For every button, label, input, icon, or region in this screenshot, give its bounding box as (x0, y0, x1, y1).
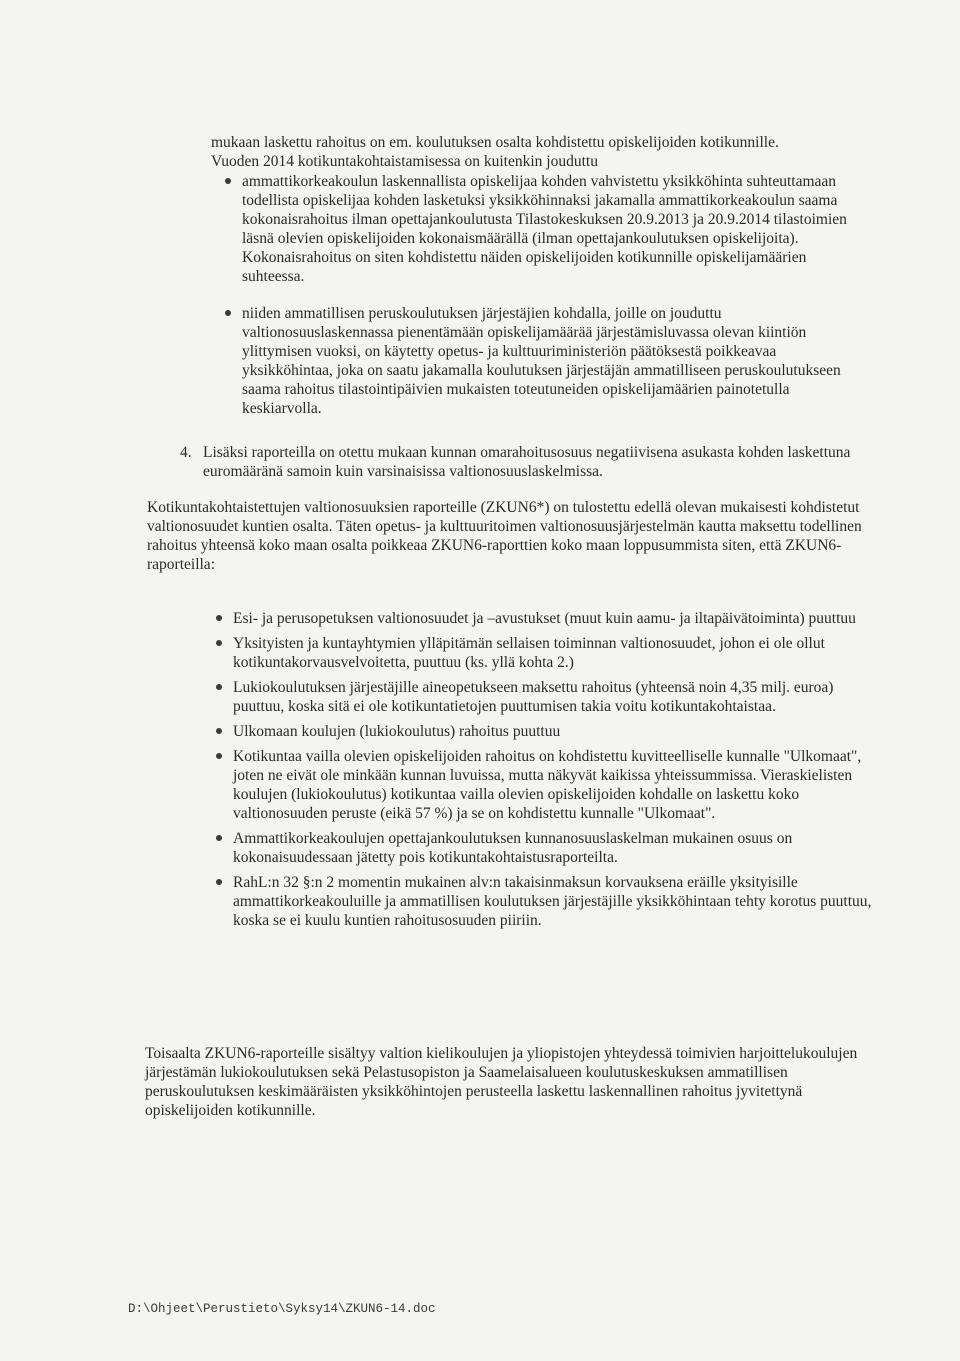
paragraph-zkun6-reports: Kotikuntakohtaistettujen valtionosuuksien raporteille (ZKUN6*) on tulostettu edellä olevan mukaisesti kohdistetut valtionosuudet kuntien osalta. Täten opetus- ja kulttuuritoimen valtionosuusjärjestelmän kautta maksettu todellinen rahoitus yhteensä koko maan osalta poikkeaa ZKUN6-raporttien koko maan loppusummista siten, että ZKUN6-raporteilla: (147, 499, 862, 573)
bullet-text: Ulkomaan koulujen (lukiokoulutus) rahoitus puuttuu (233, 723, 561, 740)
bullet-icon (216, 753, 222, 759)
bullet-text: Yksityisten ja kuntayhtymien ylläpitämän sellaisen toiminnan valtionosuudet, johon ei ole ollut kotikuntakorvausvelvoitetta, puuttuu (ks. yllä kohta 2.) (233, 635, 825, 671)
bullet-icon (216, 640, 222, 646)
list-item (233, 722, 881, 741)
zkun6-differences-list (233, 609, 881, 930)
bullet-text: RahL:n 32 §:n 2 momentin mukainen alv:n takaisinmaksun korvauksena eräille yksityisille ammattikorkeakouluille ja ammatillisen koulutuksen järjestäjille yksikköhintaan tehty korotus puuttuu, koska se ei kuulu kuntien rahoitusosuuden piiriin. (233, 874, 872, 929)
bullet-icon (216, 835, 222, 841)
paragraph-additional-funding: Toisaalta ZKUN6-raporteille sisältyy valtion kielikoulujen ja yliopistojen yhteydessä toimivien harjoittelukoulujen järjestämän lukiokoulutuksen sekä Pelastusopiston ja Saamelaisalueen koulutuskeskuksen ammatillisen peruskoulutuksen keskimääräisten yksikköhintojen perusteella laskettu laskennallinen rahoitus jyvitettynä opiskelijoiden kotikunnille. (145, 1045, 858, 1119)
bullet-text: Esi- ja perusopetuksen valtionosuudet ja –avustukset (muut kuin aamu- ja iltapäivätoiminta) puuttuu (233, 610, 856, 627)
item-number: 4. (180, 444, 192, 461)
bullet-icon (216, 879, 222, 885)
intro-section (211, 133, 871, 171)
list-item (233, 747, 881, 823)
intro-line-2: Vuoden 2014 kotikuntakohtaistamisessa on kuitenkin jouduttu (211, 153, 598, 170)
list-item (242, 304, 868, 418)
list-item (233, 634, 881, 672)
numbered-item-4 (180, 443, 875, 481)
bullet-text: Lukiokoulutuksen järjestäjille aineopetukseen maksettu rahoitus (yhteensä noin 4,35 milj. euroa) puuttuu, koska sitä ei ole kotikuntatietojen puuttumisen takia voitu kotikuntakohtaistaa. (233, 679, 834, 715)
bullet-icon (216, 615, 222, 621)
intro-line-1: mukaan laskettu rahoitus on em. koulutuksen osalta kohdistettu opiskelijoiden kotikunnille. (211, 134, 779, 151)
bullet-icon (216, 684, 222, 690)
bullet-icon (225, 178, 231, 184)
bullet-text: niiden ammatillisen peruskoulutuksen järjestäjien kohdalla, joille on jouduttu valtionosuuslaskennassa pienentämään opiskelijamäärää järjestämisluvassa olevan kiintiön ylittymisen vuoksi, on käytetty opetus- ja kulttuuriministeriön päätöksestä poikkeavaa yksikköhintaa, joka on saatu jakamalla koulutuksen järjestäjän ammatilliseen peruskoulutukseen saama rahoitus tilastointipäivien mukaisten toteutuneiden opiskelijamäärien painotetulla keskiarvolla. (242, 305, 841, 417)
list-item (233, 829, 881, 867)
list-item (242, 172, 868, 286)
item-text: Lisäksi raporteilla on otettu mukaan kunnan omarahoitusosuus negatiivisena asukasta kohden laskettuna euromääränä samoin kuin varsinaisissa valtionosuuslaskelmissa. (203, 444, 851, 480)
bullet-icon (216, 728, 222, 734)
bullet-text: Kotikuntaa vailla olevien opiskelijoiden rahoitus on kohdistettu kuvitteelliselle kunnalle "Ulkomaat", joten ne eivät ole minkään kunnan luvuissa, mutta näkyvät kaikissa yhteissummissa. Vieraskielisten koulujen (lukiokoulutus) kotikuntaa vailla olevien opiskelijoiden kohdalle on laskettu koko valtionosuuden peruste (eikä 57 %) ja se on kohdistettu kunnalle "Ulkomaat". (233, 748, 862, 822)
bullet-text: Ammattikorkeakoulujen opettajankoulutuksen kunnanosuuslaskelman mukainen osuus on kokonaisuudessaan jätetty pois kotikuntakohtaistusraporteilta. (233, 830, 793, 866)
bullet-text: ammattikorkeakoulun laskennallista opiskelijaa kohden vahvistettu yksikköhinta suhteuttamaan todellista opiskelijaa kohden lasketuksi yksikköhinnaksi jakamalla ammattikorkeakoulun saama kokonaisrahoitus ilman opettajankoulutusta Tilastokeskuksen 20.9.2013 ja 20.9.2014 tilastoimien läsnä olevien opiskelijoiden kokonaismäärällä (ilman opettajankoulutuksen opiskelijoita). Kokonaisrahoitus on siten kohdistettu näiden opiskelijoiden kotikunnille opiskelijamäärien suhteessa. (242, 173, 847, 285)
file-path-footer: D:\Ohjeet\Perustieto\Syksy14\ZKUN6-14.doc (128, 1302, 436, 1316)
list-item (233, 873, 881, 930)
bullet-icon (225, 310, 231, 316)
list-item (233, 678, 881, 716)
list-item (233, 609, 881, 628)
intro-bullet-list (242, 172, 868, 418)
